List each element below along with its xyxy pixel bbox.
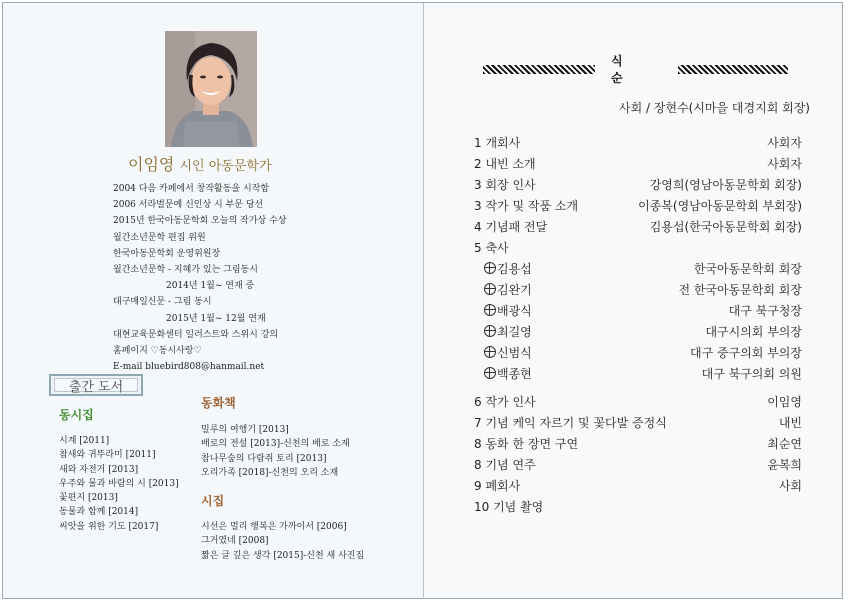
bio-line: 2015년 한국아동문학회 오늘의 작가상 수상: [113, 216, 287, 227]
program-row: [474, 393, 802, 410]
bio-line: 2004 다음 카페에서 창작활동을 시작함: [113, 184, 270, 194]
section-title-children-poetry: 동시집: [59, 408, 94, 422]
program-item-person: 최순연: [767, 437, 802, 451]
fairy-tales-list: [201, 423, 350, 480]
list-item: 짧은 글 깊은 생각 [2015]-신천 새 사진집: [201, 550, 365, 561]
publications-header-box: [49, 374, 143, 396]
title-ornament-left: [483, 65, 595, 74]
bio-line: 2006 서라벌문예 신인상 시 부문 당선: [113, 200, 264, 211]
bio-line: 대구매일신문 - 그림 동시: [113, 297, 212, 308]
program-item-person: 강영희(영남아동문학회 회장): [649, 178, 802, 192]
program-row: [474, 218, 802, 235]
program-row: [474, 414, 802, 431]
program-item-person: 윤복희: [767, 458, 802, 472]
program-item-label: 7 기념 케익 자르기 및 꽃다발 증정식: [474, 416, 667, 430]
title-ornament-right: [678, 65, 788, 74]
bio-line: 2014년 1월~ 연재 중: [166, 281, 255, 292]
program-item-label: 6 작가 인사: [474, 395, 536, 409]
program-item-person: 사회자: [767, 157, 802, 171]
program-item-person: 이종복(영남아동문학회 부회장): [638, 199, 802, 213]
bio-line: 월간소년문학 편집 위원: [113, 232, 206, 243]
program-item-label: 8 동화 한 장면 구연: [474, 437, 579, 451]
congratulator-row: [484, 365, 802, 382]
list-item: 밀루의 여행기 [2013]: [201, 425, 289, 435]
congratulator-name: 김완기: [497, 283, 532, 297]
bio-line: 월간소년문학 - 지혜가 있는 그림동시: [113, 265, 258, 276]
list-item: 그거였네 [2008]: [201, 536, 269, 547]
list-item: 참나무숲의 다람쥐 토리 [2013]: [201, 453, 327, 464]
program-row: [474, 498, 802, 515]
section-title-fairy-tales: 동화책: [201, 396, 236, 410]
cross-bullet-icon: [484, 325, 496, 337]
page-divider: [423, 3, 424, 599]
congratulator-title: 한국아동문학회 회장: [693, 262, 802, 276]
program-item-person: 사회자: [767, 136, 802, 150]
section-title-poetry: 시집: [201, 494, 225, 508]
program-row: [474, 477, 802, 494]
author-name-line: [128, 152, 272, 175]
program-row: [474, 435, 802, 452]
bio-line: 대현교육문화센터 일러스트와 스위시 강의: [113, 329, 279, 340]
cross-bullet-icon: [484, 367, 496, 379]
program-subtitle: 사회 / 장현수(시마을 대경지회 회장): [619, 101, 810, 115]
cross-bullet-icon: [484, 262, 496, 274]
list-item: 꽃편지 [2013]: [59, 493, 118, 504]
list-item: 씨앗을 위한 기도 [2017]: [59, 521, 159, 532]
cross-bullet-icon: [484, 346, 496, 358]
program-row: [474, 239, 802, 256]
program-item-person: 김용섭(한국아동문학회 회장): [649, 220, 802, 234]
program-row: [474, 456, 802, 473]
children-poetry-list: [59, 434, 179, 534]
author-bio: [113, 181, 286, 375]
congratulator-title: 대구 북구청장: [728, 304, 802, 318]
program-row: [474, 176, 802, 193]
program-row: [474, 155, 802, 172]
program-title-row: [483, 54, 788, 85]
publications-header: 출간 도서: [54, 378, 138, 392]
congratulator-title: 대구 중구의회 부의장: [690, 346, 802, 360]
congratulator-row: [484, 302, 802, 319]
program-item-label: 5 축사: [474, 241, 509, 255]
program-item-person: 사회: [778, 479, 802, 493]
congratulator-title: 대구 북구의회 의원: [701, 367, 802, 381]
congratulator-row: [484, 281, 802, 298]
congratulator-name: 배광식: [497, 304, 532, 318]
poetry-list: [201, 520, 364, 563]
program-item-label: 1 개회사: [474, 136, 521, 150]
congratulator-row: [484, 260, 802, 277]
congratulator-row: [484, 344, 802, 361]
program-item-label: 10 기념 촬영: [474, 500, 544, 514]
list-item: 배로의 전설 [2013]-신천의 배로 소재: [201, 439, 350, 450]
list-item: 시계 [2011]: [59, 436, 110, 446]
program-row: [474, 134, 802, 151]
list-item: 동물과 함께 [2014]: [59, 507, 139, 518]
congratulator-title: 전 한국아동문학회 회장: [678, 283, 802, 297]
cross-bullet-icon: [484, 304, 496, 316]
congratulator-name: 김용섭: [497, 262, 532, 276]
program-item-label: 9 폐회사: [474, 479, 521, 493]
list-item: 오리가족 [2018]-신천의 오리 소재: [201, 467, 339, 478]
bio-line: 홈페이지 ♡동시사랑♡: [113, 346, 202, 357]
bio-line: 2015년 1월~ 12월 연재: [166, 313, 266, 324]
congratulator-name: 최길영: [497, 325, 532, 339]
list-item: 우주와 물과 바람의 시 [2013]: [59, 478, 179, 489]
program-item-label: 4 기념패 전달: [474, 220, 548, 234]
congratulator-name: 백종현: [497, 367, 532, 381]
author-role: 시인 아동문학가: [179, 159, 272, 174]
program-item-label: 3 회장 인사: [474, 178, 536, 192]
cross-bullet-icon: [484, 283, 496, 295]
program-item-person: 내빈: [778, 416, 802, 430]
congratulator-title: 대구시의회 부의장: [705, 325, 802, 339]
congratulator-row: [484, 323, 802, 340]
list-item: 새와 자전거 [2013]: [59, 464, 139, 475]
list-item: 참새와 귀뚜라미 [2011]: [59, 450, 156, 461]
program-title: 식 순: [611, 54, 637, 85]
bio-line: 한국아동문학회 운영위원장: [113, 248, 221, 259]
list-item: 시선은 멀리 행복은 가까이서 [2006]: [201, 522, 347, 532]
program-item-label: 8 기념 연주: [474, 458, 536, 472]
bio-line: E-mail bluebird808@hanmail.net: [113, 362, 265, 373]
author-photo: [165, 31, 257, 147]
author-name: 이임영: [128, 155, 175, 174]
congratulator-name: 신범식: [497, 346, 532, 360]
program-item-label: 3 작가 및 작품 소개: [474, 199, 579, 213]
program-item-person: 이임영: [767, 395, 802, 409]
program-row: [474, 197, 802, 214]
program-item-label: 2 내빈 소개: [474, 157, 536, 171]
